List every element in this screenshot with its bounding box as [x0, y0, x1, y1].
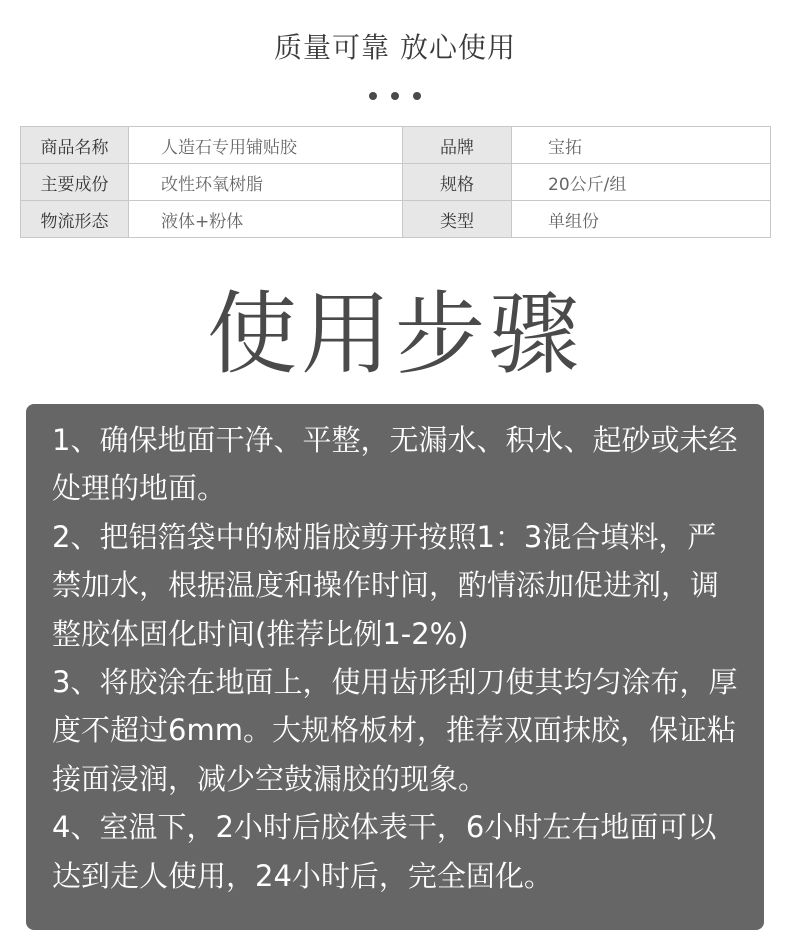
spec-value: 人造石专用铺贴胶 — [129, 127, 403, 164]
spec-key: 主要成份 — [21, 164, 129, 201]
dot-icon — [391, 92, 399, 100]
dot-icon — [369, 92, 377, 100]
dot-icon — [413, 92, 421, 100]
page-header-title: 质量可靠 放心使用 — [274, 31, 516, 64]
spec-key: 品牌 — [403, 127, 512, 164]
spec-value: 20公斤/组 — [512, 164, 771, 201]
step-1-text: 1、确保地面干净、平整，无漏水、积水、起砂或未经处理的地面。 — [52, 423, 738, 506]
usage-steps-panel — [26, 404, 764, 930]
product-spec-table — [20, 126, 771, 238]
spec-value: 单组份 — [512, 201, 771, 238]
spec-key: 规格 — [403, 164, 512, 201]
table-row — [21, 164, 771, 201]
usage-steps-heading: 使用步骤 — [207, 282, 583, 387]
spec-value: 液体+粉体 — [129, 201, 403, 238]
table-row — [21, 201, 771, 238]
spec-value: 宝拓 — [512, 127, 771, 164]
spec-key: 物流形态 — [21, 201, 129, 238]
spec-value: 改性环氧树脂 — [129, 164, 403, 201]
spec-key: 商品名称 — [21, 127, 129, 164]
step-3-text: 3、将胶涂在地面上，使用齿形刮刀使其均匀涂布，厚度不超过6mm。大规格板材，推荐双面抹胶，保证粘接面浸润，减少空鼓漏胶的现象。 — [52, 665, 738, 796]
table-row — [21, 127, 771, 164]
carousel-dots — [0, 92, 790, 100]
step-2-text: 2、把铝箔袋中的树脂胶剪开按照1：3混合填料，严禁加水，根据温度和操作时间，酌情添加促进剂，调整胶体固化时间(推荐比例1-2%) — [52, 519, 720, 651]
step-4-text: 4、室温下，2小时后胶体表干，6小时左右地面可以达到走人使用，24小时后，完全固化。 — [52, 810, 717, 893]
spec-key: 类型 — [403, 201, 512, 238]
